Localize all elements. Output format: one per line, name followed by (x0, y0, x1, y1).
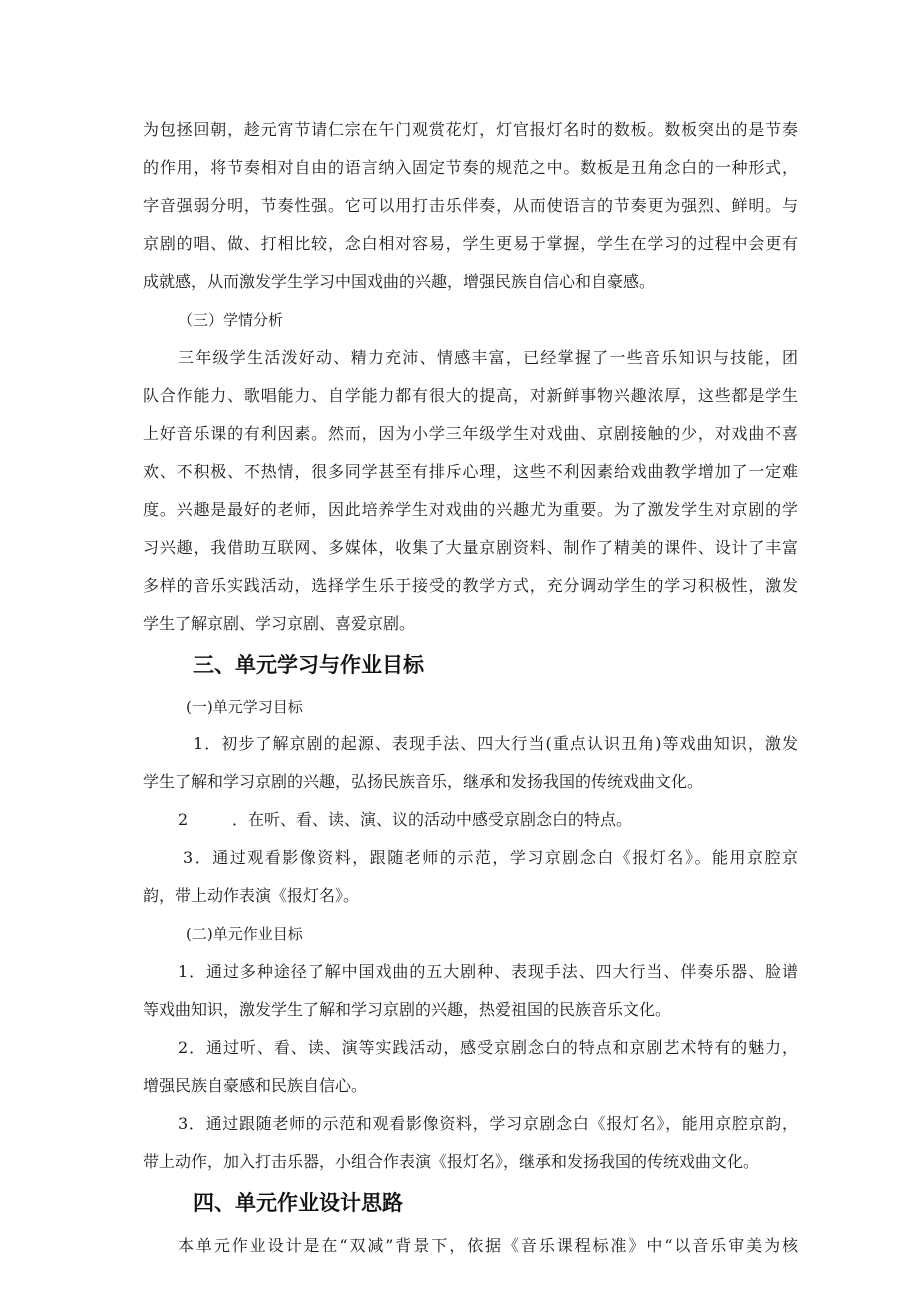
paragraph-line: 度。兴趣是最好的老师，因此培养学生对戏曲的兴趣尤为重要。为了激发学生对京剧的学 (143, 500, 798, 519)
paragraph-line: 欢、不积极、不热情，很多同学甚至有排斥心理，这些不利因素给戏曲教学增加了一定难 (143, 462, 798, 481)
paragraph-line: 字音强弱分明，节奏性强。它可以用打击乐伴奏，从而使语言的节奏更为强烈、鲜明。与 (143, 196, 798, 215)
list-item: 1．通过多种途径了解中国戏曲的五大剧种、表现手法、四大行当、伴奏乐器、脸谱 (178, 962, 798, 981)
paragraph-line: 队合作能力、歌唱能力、自学能力都有很大的提高，对新鲜事物兴趣浓厚，这些都是学生 (143, 386, 798, 405)
paragraph-line: 成就感，从而激发学生学习中国戏曲的兴趣，增强民族自信心和自豪感。 (143, 272, 656, 291)
list-item: 3．通过跟随老师的示范和观看影像资料，学习京剧念白《报灯名》，能用京腔京韵， (178, 1114, 798, 1133)
list-item-number: 2 (178, 810, 189, 829)
subsection-title: (二)单元作业目标 (186, 925, 303, 943)
list-item: 3．通过观看影像资料，跟随老师的示范，学习京剧念白《报灯名》。能用京腔京 (183, 848, 798, 867)
list-item-continuation: 等戏曲知识，激发学生了解和学习京剧的兴趣，热爱祖国的民族音乐文化。 (143, 1000, 672, 1019)
subsection-title: (一)单元学习目标 (186, 698, 303, 716)
section-heading: 三、单元学习与作业目标 (193, 653, 424, 677)
paragraph-line: 三年级学生活泼好动、精力充沛、情感丰富，已经掌握了一些音乐知识与技能，团 (178, 348, 798, 367)
paragraph-line: 本单元作业设计是在“双减”背景下，依据《音乐课程标准》中“以音乐审美为核 (178, 1236, 798, 1255)
paragraph-line: 学生了解京剧、学习京剧、喜爱京剧。 (143, 614, 416, 633)
paragraph-line: 的作用，将节奏相对自由的语言纳入固定节奏的规范之中。数板是丑角念白的一种形式， (143, 158, 798, 177)
paragraph-line: 京剧的唱、做、打相比较，念白相对容易，学生更易于掌握，学生在学习的过程中会更有 (143, 234, 798, 253)
paragraph-line: 习兴趣，我借助互联网、多媒体，收集了大量京剧资料、制作了精美的课件、设计了丰富 (143, 538, 798, 557)
paragraph-line: 为包拯回朝，趁元宵节请仁宗在午门观赏花灯，灯官报灯名时的数板。数板突出的是节奏 (143, 120, 798, 139)
section-heading: 四、单元作业设计思路 (193, 1191, 403, 1215)
list-item-continuation: 学生了解和学习京剧的兴趣，弘扬民族音乐，继承和发扬我国的传统戏曲文化。 (143, 772, 704, 791)
paragraph-line: 多样的音乐实践活动，选择学生乐于接受的教学方式，充分调动学生的学习积极性，激发 (143, 576, 798, 595)
list-item: 1．初步了解京剧的起源、表现手法、四大行当(重点认识丑角)等戏曲知识，激发 (193, 734, 798, 753)
list-item: ．在听、看、读、演、议的活动中感受京剧念白的特点。 (232, 810, 633, 829)
paragraph-line: 上好音乐课的有利因素。然而，因为小学三年级学生对戏曲、京剧接触的少，对戏曲不喜 (143, 424, 798, 443)
list-item-continuation: 韵，带上动作表演《报灯名》。 (143, 886, 360, 905)
list-item-continuation: 增强民族自豪感和民族自信心。 (143, 1076, 368, 1095)
list-item-continuation: 带上动作，加入打击乐器，小组合作表演《报灯名》，继承和发扬我国的传统戏曲文化。 (143, 1152, 760, 1171)
list-item: 2．通过听、看、读、演等实践活动，感受京剧念白的特点和京剧艺术特有的魅力， (178, 1038, 798, 1057)
subsection-title: （三）学情分析 (178, 311, 284, 329)
